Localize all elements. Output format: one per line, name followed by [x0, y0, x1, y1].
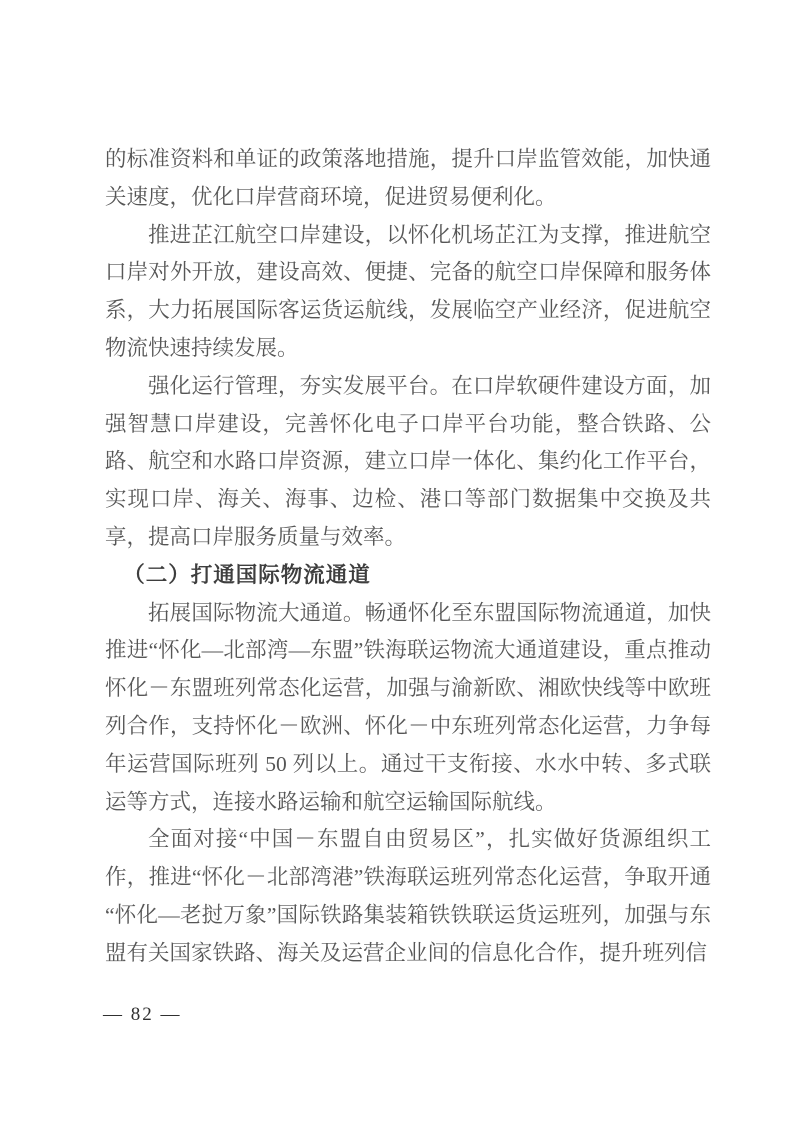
body-paragraph: 全面对接“中国－东盟自由贸易区”，扎实做好货源组织工作，推进“怀化－北部湾港”铁海联运班列常态化运营，争取开通“怀化—老挝万象”国际铁路集装箱铁铁联运货运班列，加强与东盟有关国家铁路、海关及运营企业间的信息化合作，提升班列信 [105, 827, 711, 965]
page-footer [103, 1000, 182, 1030]
body-paragraph: 推进芷江航空口岸建设，以怀化机场芷江为支撑，推进航空口岸对外开放，建设高效、便捷、完备的航空口岸保障和服务体系，大力拓展国际客运货运航线，发展临空产业经济，促进航空物流快速持续发展。 [105, 222, 711, 360]
body-paragraph: 拓展国际物流大通道。畅通怀化至东盟国际物流通道，加快推进“怀化—北部湾—东盟”铁海联运物流大通道建设，重点推动怀化－东盟班列常态化运营，加强与渝新欧、湘欧快线等中欧班列合作，支持怀化－欧洲、怀化－中东班列常态化运营，力争每年运营国际班列 50 列以上。通过干支衔接、水水中转、多式联运等方式，连接水路运输和航空运输国际航线。 [105, 600, 711, 814]
body-paragraph: 的标准资料和单证的政策落地措施，提升口岸监管效能，加快通关速度，优化口岸营商环境，促进贸易便利化。 [105, 147, 711, 209]
page-number: — 82 — [103, 1004, 182, 1025]
body-paragraph: 强化运行管理，夯实发展平台。在口岸软硬件建设方面，加强智慧口岸建设，完善怀化电子口岸平台功能，整合铁路、公路、航空和水路口岸资源，建立口岸一体化、集约化工作平台，实现口岸、海关、海事、边检、港口等部门数据集中交换及共享，提高口岸服务质量与效率。 [105, 373, 711, 549]
section-heading: （二）打通国际物流通道 [123, 562, 371, 587]
document-body [105, 141, 711, 973]
